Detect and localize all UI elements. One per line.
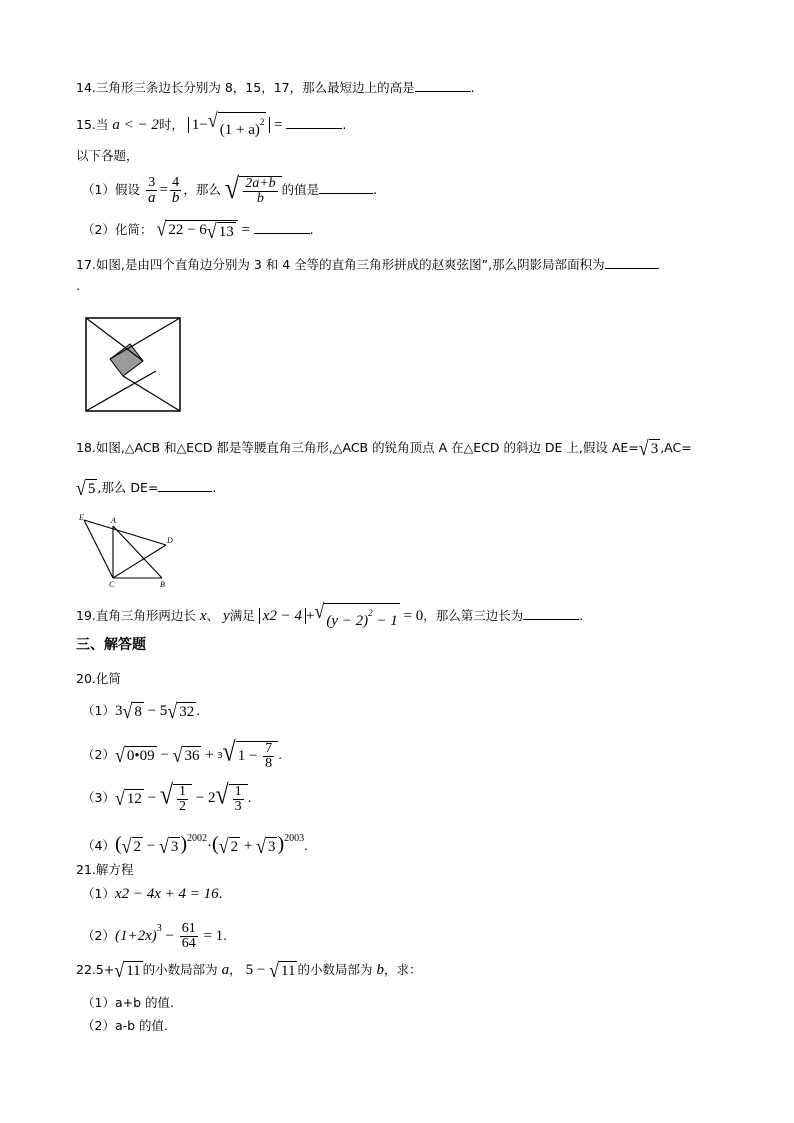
fraction-4-over-b [170, 176, 182, 205]
text-3: ，求： [383, 962, 422, 977]
label-E: E [79, 513, 84, 522]
question-16-intro: 以下各题， [76, 148, 139, 163]
q17-end: . [76, 278, 80, 293]
q15-end: . [342, 116, 347, 132]
q15-sqrt: √ $(1 + a)^2$ [207, 108, 265, 138]
label: （4） [82, 838, 115, 853]
denominator: 8 [265, 755, 273, 771]
q15-equals: = [270, 116, 287, 133]
q16p1-tail: 的值是 [281, 182, 320, 197]
radicand-a: 22 − 6 [168, 222, 207, 239]
var-y: y [223, 608, 230, 624]
sqrt-11: √ 11 [114, 958, 141, 982]
end: . [196, 703, 201, 718]
answer-blank[interactable] [605, 255, 659, 269]
radicand: 11 [126, 963, 141, 979]
q15-expr-a: 1− [191, 116, 208, 133]
q16p1-sqrt: √ $\frac{2a+b}{b}$ [225, 176, 282, 206]
label-D: D [167, 536, 173, 545]
end: . [304, 838, 309, 853]
q20-part-1 [82, 701, 200, 721]
radicand: 11 [281, 963, 296, 979]
label-C: C [109, 580, 115, 589]
plus: + [201, 747, 218, 763]
text-2: 的小数局部为 [297, 962, 373, 977]
section-heading: 三、解答题 [76, 637, 146, 653]
equals: = [159, 182, 168, 198]
q14-end: . [470, 80, 475, 95]
q16p2-sqrt: √ 22 − 6 √ 13 [156, 220, 237, 240]
answer-blank[interactable] [254, 220, 310, 234]
q15-number: 15.当 [76, 116, 109, 132]
answer-blank[interactable] [415, 78, 471, 92]
q19-mid: 满足 [229, 608, 255, 623]
numerator: 1 [178, 783, 186, 799]
zhao-shuang-figure [84, 316, 182, 413]
numerator: 3 [148, 175, 156, 190]
denominator: 3 [234, 798, 242, 814]
cube-root: 3 √ 1 − $\frac{7}{8}$ [217, 741, 278, 771]
exponent: 2 [368, 608, 373, 618]
radicand: 12 [126, 791, 142, 807]
q20-part-2 [82, 737, 283, 771]
fraction-1-2 [177, 785, 188, 814]
separator: ， [229, 962, 242, 977]
fraction-61-64 [180, 922, 198, 951]
question-19 [76, 599, 584, 630]
q15-radicand: (1 + a) [219, 122, 260, 138]
q16p2-end: . [309, 222, 314, 237]
q15-condition: a < − 2 [112, 116, 159, 133]
label-B: B [160, 580, 165, 589]
segment-EC [84, 520, 113, 578]
answer-blank[interactable] [319, 180, 373, 194]
separator: 、 [206, 608, 220, 623]
fraction-inner [243, 177, 277, 206]
label: （2） [82, 747, 115, 762]
exponent-2003: 2003 [284, 833, 305, 844]
text-1: 的小数局部为 [142, 962, 218, 977]
inner-radicand: 13 [218, 223, 234, 240]
question-14 [76, 78, 475, 98]
answer-blank[interactable] [523, 606, 579, 620]
q14-text: 14.三角形三条边长分别为 8，15，17，那么最短边上的高是 [76, 80, 415, 95]
q20-part-4: （4）( √ 2 − √ 3 )$^{2002}$·( √ 2 + √ 3 )$^{2003}$. [82, 833, 309, 858]
radicand: 0•09 [126, 748, 155, 764]
sqrt-12: √ 12 [114, 786, 142, 810]
q18-text: 18.如图,△ACB 和△ECD 都是等腰直角三角形,△ACB 的锐角顶点 A 在△ECD 的斜边 DE 上,假设 AE= [76, 440, 639, 455]
radicand: (y − 2) [326, 613, 369, 629]
inner-sqrt: √ 13 [206, 218, 234, 242]
sqrt-2: √ 2 [218, 834, 239, 858]
denominator: a [147, 190, 156, 206]
q15-abs-expression [188, 108, 270, 138]
fraction-1-3 [233, 785, 244, 814]
q18-mid: ,AC= [660, 440, 692, 455]
fraction-7-8 [263, 742, 274, 771]
minus-5: − 5 [143, 703, 168, 719]
numerator: 7 [265, 740, 273, 756]
var-b: b [376, 962, 384, 978]
label: （3） [82, 790, 115, 805]
q18-end: . [212, 480, 217, 495]
prefix: 22.5+ [76, 962, 115, 977]
denominator: 2 [178, 798, 186, 814]
minus: − [143, 790, 160, 806]
sqrt-2: √ 2 [121, 834, 142, 858]
sqrt-half: √ $\frac{1}{2}$ [160, 784, 192, 814]
q20-part-3 [82, 780, 252, 814]
question-17 [76, 255, 659, 275]
q17-text: 17.如图,是由四个直角边分别为 3 和 4 全等的直角三角形拼成的赵爽弦图”,那么阴影局部面积为 [76, 257, 605, 272]
denominator: b [256, 190, 264, 206]
end: . [247, 790, 252, 805]
radicand: 2 [133, 839, 142, 855]
numerator: 1 [234, 783, 242, 799]
denominator: 64 [181, 936, 196, 951]
radicand: 8 [134, 704, 142, 720]
question-16-part-2 [82, 217, 314, 242]
denominator: b [171, 190, 180, 206]
fraction-3-over-a [146, 176, 158, 205]
radicand: 36 [184, 748, 200, 764]
exponent: 3 [156, 923, 162, 934]
q16p2-label: （2）化简： [82, 222, 153, 237]
equals: = 0 [399, 608, 424, 624]
numerator: 4 [172, 175, 180, 190]
numerator: 61 [181, 921, 196, 936]
radicand-a: 1 − [237, 747, 262, 764]
sqrt-3: √ 3 [638, 436, 659, 460]
question-15 [76, 108, 347, 139]
q16p1-label: （1）假设 [82, 182, 140, 197]
radicand: 3 [267, 839, 276, 855]
sqrt-11: √ 11 [269, 958, 296, 982]
q19-end: . [579, 608, 584, 623]
term: (1+2x) [114, 928, 157, 944]
abs-expression: x2 − 4 [259, 608, 306, 624]
answer-blank[interactable] [158, 478, 212, 492]
end: . [218, 886, 223, 901]
label-A: A [111, 516, 116, 525]
answer-blank[interactable] [286, 115, 342, 129]
triangles-figure [76, 512, 180, 590]
equals-1: = 1 [199, 928, 224, 944]
var-x: x [199, 608, 207, 624]
q15-tail: 时， [158, 116, 184, 132]
equation: x2 − 4x + 4 = 16 [114, 886, 219, 902]
root-index: 3 [217, 750, 223, 760]
q21-part-1 [82, 884, 223, 904]
q19-tail: ，那么第三边长为 [423, 608, 524, 623]
sqrt-5: √ 5 [76, 476, 96, 500]
equals: = [237, 222, 254, 238]
minus: − [161, 928, 178, 944]
q19-sqrt: √ $(y - 2)^2 - 1$ [314, 599, 398, 629]
radicand: 2 [230, 839, 239, 855]
minus: − [156, 747, 173, 763]
sqrt-3: √ 3 [256, 834, 276, 858]
question-20-title: 20.化简 [76, 671, 121, 686]
q15-exponent: 2 [259, 117, 265, 127]
minus-2: − 2 [191, 790, 216, 806]
question-21-title: 21.解方程 [76, 862, 134, 877]
segment-ED [84, 520, 166, 545]
exponent-2002: 2002 [187, 833, 208, 844]
prefix-2: 5 − [245, 962, 270, 978]
var-a: a [221, 962, 230, 978]
q22-part-1: （1）a+b 的值. [82, 995, 174, 1010]
sqrt-3: √ 3 [158, 834, 179, 858]
radicand: 3 [650, 441, 659, 457]
label: （1） [82, 703, 115, 718]
end: . [278, 747, 283, 762]
radicand: 32 [179, 704, 195, 720]
label: （2） [82, 928, 115, 943]
q21-part-2 [82, 914, 227, 951]
q19-text: 19.直角三角形两边长 [76, 608, 196, 623]
sqrt-0-09: √ 0•09 [114, 743, 155, 767]
sqrt-8: √ 8 [122, 699, 142, 723]
sqrt-36: √ 36 [172, 743, 200, 767]
radicand-tail: − 1 [372, 613, 398, 629]
q22-part-2: （2）a-b 的值. [82, 1018, 169, 1033]
q16p1-mid: ，那么 [183, 182, 221, 197]
question-22 [76, 960, 421, 980]
sqrt-third: √ $\frac{1}{3}$ [215, 784, 247, 814]
question-18-cont [76, 478, 216, 498]
coef: 3 [114, 703, 123, 719]
radicand: 3 [170, 839, 179, 855]
end: . [223, 928, 228, 943]
numerator: 2a+b [245, 175, 276, 191]
radicand: 5 [87, 481, 96, 497]
question-16-part-1 [82, 170, 378, 206]
q16p1-end: . [373, 182, 378, 197]
plus: + [306, 608, 315, 624]
dot: · [207, 838, 213, 854]
q18-tail: ,那么 DE= [97, 480, 159, 495]
question-18 [76, 438, 692, 458]
sqrt-32: √ 32 [167, 699, 195, 723]
label: （1） [82, 886, 115, 901]
